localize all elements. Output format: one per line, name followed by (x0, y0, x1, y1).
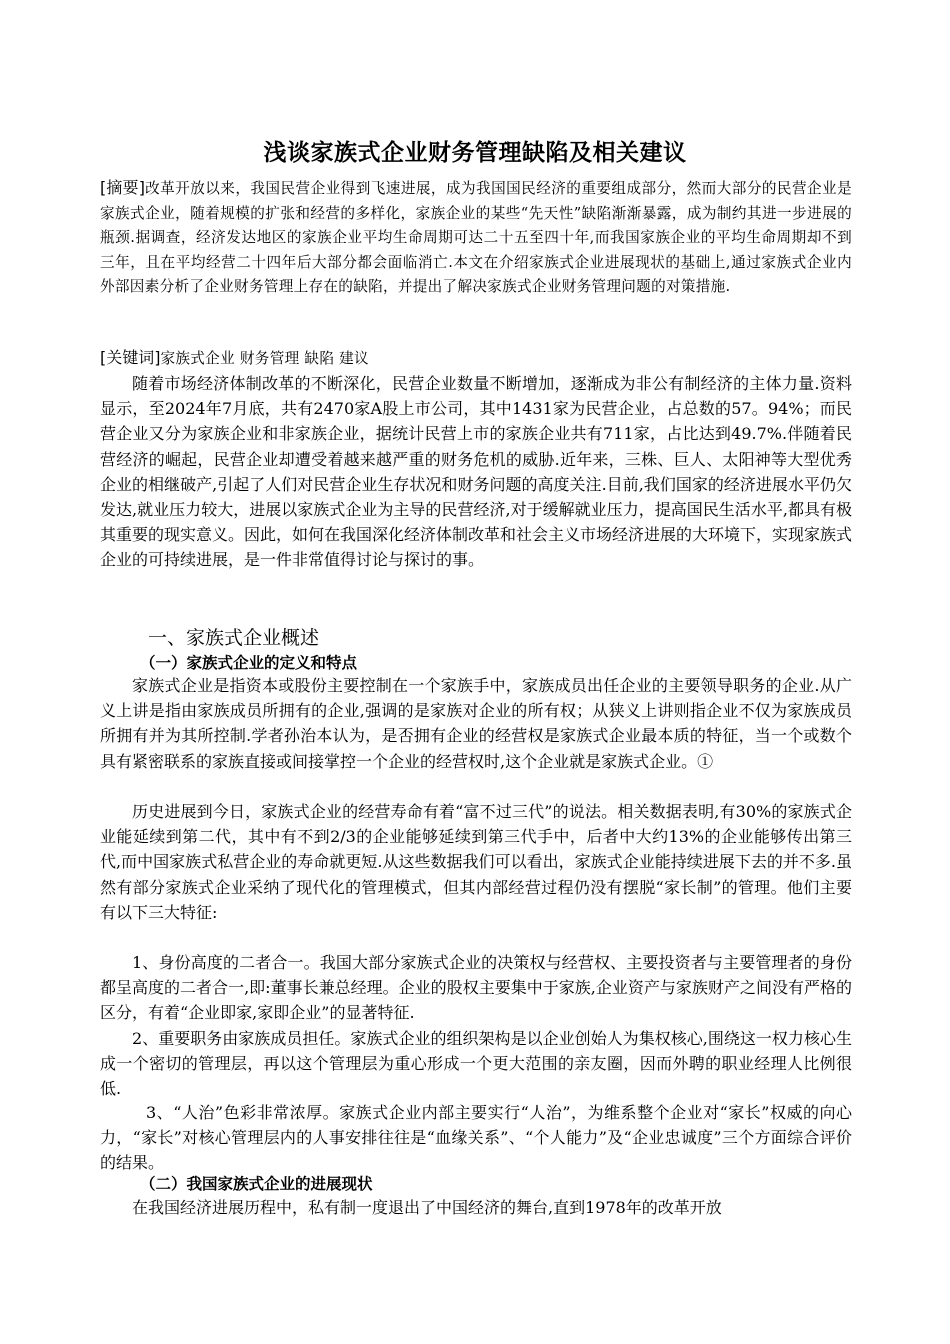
keywords (100, 346, 852, 372)
keywords-label: [关键词] (100, 348, 161, 367)
document-title: 浅谈家族式企业财务管理缺陷及相关建议 (263, 140, 687, 166)
paragraph-feature-1: 1、身份高度的二者合一。我国大部分家族式企业的决策权与经营权、主要投资者与主要管理者的身份都呈高度的二者合一,即:董事长兼总经理。企业的股权主要集中于家族,企业资产与家族财产之间没有严格的区分，有着“企业即家,家即企业”的显著特征. (100, 953, 852, 1023)
paragraph-feature-2: 2、重要职务由家族成员担任。家族式企业的组织架构是以企业创始人为集权核心,围绕这一权力核心生成一个密切的管理层，再以这个管理层为重心形成一个更大范围的亲友圈，因而外聘的职业经理人比例很低. (100, 1029, 852, 1099)
abstract-label: [摘要] (100, 178, 145, 197)
keywords-text: 家族式企业 财务管理 缺陷 建议 (160, 350, 369, 367)
abstract-text: 改革开放以来，我国民营企业得到飞速进展，成为我国国民经济的重要组成部分，然而大部分的民营企业是家族式企业，随着规模的扩张和经营的多样化，家族企业的某些“先天性”缺陷渐渐暴露，成为制约其进一步进展的瓶颈.据调查，经济发达地区的家族企业平均生命周期可达二十五至四十年,而我国家族企业的平均生命周期却不到三年，且在平均经营二十四年后大部分都会面临消亡.本文在介绍家族式企业进展现状的基础上,通过家族式企业内外部因素分析了企业财务管理上存在的缺陷，并提出了解决家族式企业财务管理问题的对策措施. (100, 180, 852, 296)
section-heading-1: 一、家族式企业概述 (148, 627, 320, 649)
subsection-heading-1: （一）家族式企业的定义和特点 (140, 654, 358, 672)
subsection-heading-2: （二）我国家族式企业的进展现状 (140, 1175, 373, 1193)
paragraph-feature-3: 3、“人治”色彩非常浓厚。家族式企业内部主要实行“人治”，为维系整个企业对“家长”权威的向心力，“家长”对核心管理层内的人事安排往往是“血缘关系”、“个人能力”及“企业忠诚度”三个方面综合评价的结果。 (100, 1103, 852, 1173)
intro-paragraph: 随着市场经济体制改革的不断深化，民营企业数量不断增加，逐渐成为非公有制经济的主体力量.资料显示，至2024年7月底，共有2470家A股上市公司，其中1431家为民营企业，占总数的57。94%；而民营企业又分为家族企业和非家族企业，据统计民营上市的家族企业共有711家，占比达到49.7%.伴随着民营经济的崛起，民营企业却遭受着越来越严重的财务危机的威胁.近年来，三株、巨人、太阳神等大型优秀企业的相继破产,引起了人们对民营企业生存状况和财务问题的高度关注.目前,我们国家的经济进展水平仍欠发达,就业压力较大，进展以家族式企业为主导的民营经济,对于缓解就业压力，提高国民生活水平,都具有极其重要的现实意义。因此，如何在我国深化经济体制改革和社会主义市场经济进展的大环境下，实现家族式企业的可持续进展，是一件非常值得讨论与探讨的事。 (100, 374, 853, 570)
paragraph-status: 在我国经济进展历程中，私有制一度退出了中国经济的舞台,直到1978年的改革开放 (132, 1198, 722, 1217)
paragraph-history: 历史进展到今日，家族式企业的经营寿命有着“富不过三代”的说法。相关数据表明,有30%的家族式企业能延续到第二代，其中有不到2/3的企业能够延续到第三代手中，后者中大约13%的企业能够传出第三代,而中国家族式私营企业的寿命就更短.从这些数据我们可以看出，家族式企业能持续进展下去的并不多.虽然有部分家族式企业采纳了现代化的管理模式，但其内部经营过程仍没有摆脱“家长制”的管理。他们主要有以下三大特征: (100, 802, 852, 922)
abstract (100, 176, 852, 300)
paragraph-definition: 家族式企业是指资本或股份主要控制在一个家族手中，家族成员出任企业的主要领导职务的企业.从广义上讲是指由家族成员所拥有的企业,强调的是家族对企业的所有权；从狭义上讲则指企业不仅为家族成员所拥有并为其所控制.学者孙治本认为，是否拥有企业的经营权是家族式企业最本质的特征，当一个或数个具有紧密联系的家族直接或间接掌控一个企业的经营权时,这个企业就是家族式企业。① (100, 676, 852, 771)
